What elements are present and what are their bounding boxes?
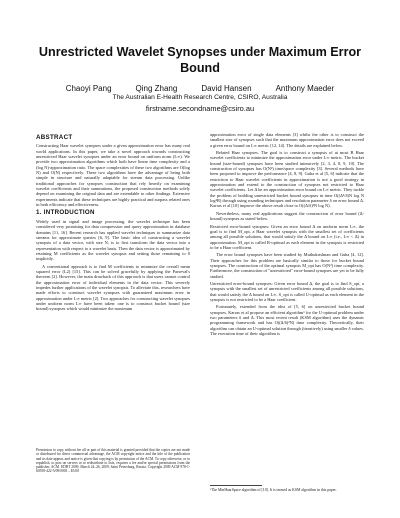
affiliation: The Australian E-Health Research Centre, CSIRO, Australia — [112, 94, 288, 101]
abstract-text: Constructing Haar wavelet synopses under a given approximation error has many real world applications. In this paper, we take a novel approach towards constructing unrestricted Haar wavelet synopses under an error bound on uniform norm (L∞). We provide two approximation algorithms which both have linear time complexity and a (log N)-approximation ratio. The space complexities of these two algorithms are O(log N) and O(N) respectively. These two algorithms have the advantage of being both simple in structure and naturally adaptable for stream data processing. Unlike traditional approaches for synopses construction that rely heavily on examining wavelet coefficients and their summations, the proposed construction methods solely depend on examining the original data and are extendable to other findings. Extensive experiments indicate that these techniques are highly practical and surpass related ones in both efficiency and effectiveness. — [36, 143, 190, 208]
paragraph: Restricted error-bound synopses: Given an error bound Δ on uniform norm L∞, the goal is to find M_opt, a Haar wavelet synopsis with the smallest set of coefficients among all possible solutions, that would satisfy the Δ bound on L∞ (i.e., L∞ < Δ) in approximation. M_opt is called R-optimal as each element in the synopsis is restricted to be a Haar coefficient. — [210, 223, 364, 250]
paper-title — [20, 44, 380, 76]
author: Qing Zhang — [135, 84, 178, 93]
footnote-divider — [210, 485, 262, 486]
title-line-1: Unrestricted Wavelet Synopses under Maximum Error — [38, 45, 362, 59]
paragraph: A conventional approach is to find M coefficients to minimize the overall mean squared error (L2) [15]. This can be solved gracefully by applying the Parseval's theorem [2]. However, the main drawback of this approach is that users cannot control the approximation error of individual elements in the data vector. This severely impedes further applications of the wavelet synopsis. To alleviate this, researchers have made efforts to construct wavelet synopses with guaranteed maximum error in approximation under L∞ metric [2]. Two approaches for constructing wavelet synopses under uniform norm L∞ have been taken: one is to construct bucket bound (size bound) synopses which would minimize the maximum — [36, 263, 190, 312]
abstract-heading: ABSTRACT — [36, 134, 73, 141]
right-column — [210, 132, 364, 338]
author-list — [0, 84, 400, 93]
author: Chaoyi Pang — [65, 84, 112, 93]
paragraph: Fortunately, extended from the idea of [5, 6] on unrestricted bucket bound synopses, Karras et al propose an efficient algorithm¹ for the U-optimal problem under two parameters δ and Δ. This most recent result (KSM algorithm) uses the dynamic programming framework and has O((Δ/δ)²N) time complexity. Theoretically, their algorithm can obtain an U-optimal solution through (iteratively) using smaller δ values. The execution time of their algorithm is — [210, 304, 364, 337]
paragraph: Related Haar synopses. The goal is to construct a synopsis of at most B Haar wavelet coefficients to minimize the approximation error under L∞ metric. The bucket bound (size-bound) synopses have been studied intensively [2, 3, 4, 8, 9, 10]. The construction of synopses has O(N²) time/space complexity [3]. Several methods have been proposed to improve the performance [4, 8, 9]. Guha et al [5, 6] indicate that the restriction to Haar wavelet coefficients in approximation is not a good strategy in approximation and extend to the construction of synopses not restricted to Haar wavelet coefficients. Let Δ be an approximation error bound on L∞ metric. They tackle the problem of building unrestricted bucket bound synopses in time O((Δ²/δ)N log N log²B) through using rounding techniques and resolution parameter δ on error bound Δ. Karras et al [10] improve the above result close to O((Δ/δ)²N log N). — [210, 150, 364, 209]
left-column — [36, 132, 190, 314]
paragraph: approximation error of single data elements [3] whilst the other is to construct the smallest size of synopses such that the maximum approximation error does not exceed a given error bound on L∞ metric [12, 14]. The details are explained below. — [210, 132, 364, 148]
paragraph: Unrestricted error-bound synopses: Given error bound Δ, the goal is to find S_opt, a synopsis with the smallest set of unrestricted coefficients among all possible solutions, that would satisfy the Δ bound on L∞. S_opt is called U-optimal as each element in the synopsis is not restricted to be a Haar coefficient. — [210, 280, 364, 302]
author-email: firstname.secondname@csiro.au — [145, 104, 255, 113]
footnote: ¹The MinHaarSpace algorithm of [10]. It is termed as KSM algorithm in this paper. — [210, 488, 337, 492]
author: Anthony Maeder — [275, 84, 335, 93]
title-line-2: Bound — [180, 61, 220, 75]
paragraph: The error bound synopses have been studied by Muthukrishnan and Guha [4, 12]. Their approaches for this problem are basically similar to those for bucket bound synopses. The construction of the optimal synopsis M_opt has O(N²) time complexity. Furthermore, the construction of "unrestricted" error-bound synopses are yet to be fully studied. — [210, 252, 364, 279]
introduction-heading: 1. INTRODUCTION — [36, 209, 95, 217]
paragraph: Nevertheless, many real applications suggest the construction of error bound (Δ-bound) synopses as stated below. — [210, 210, 364, 222]
copyright-footnote: Permission to copy without fee all or part of this material is granted provided that the copies are not made or distributed for direct commercial advantage, the ACM copyright notice and the title of the publication and its date appear, and notice is given that copying is by permission of the ACM. To copy otherwise, or to republish, to post on servers or to redistribute to lists, requires a fee and/or special permissions from the publisher, ACM. EDBT 2009, March 24–26, 2009, Saint Petersburg, Russia. Copyright 2009 ACM 978-1-60558-422-5/09/0003 ...$5.00 — [36, 448, 190, 474]
author: David Hansen — [201, 84, 252, 93]
paragraph: Widely used in signal and image processing, the wavelet technique has been considered very promising for data compression and query approximation in database domains [11, 16]. Recent research has applied wavelet techniques to summarize data streams for approximate queries [6, 9]. The basic idea of constructing a wavelet synopsis of a data vector, with size N, is to first transform the data vector into a representation with respect to a wavelet basis. Then the data vector is approximated by retaining M coefficients as the wavelet synopsis and setting those remaining to 0 implicitly. — [36, 218, 190, 262]
